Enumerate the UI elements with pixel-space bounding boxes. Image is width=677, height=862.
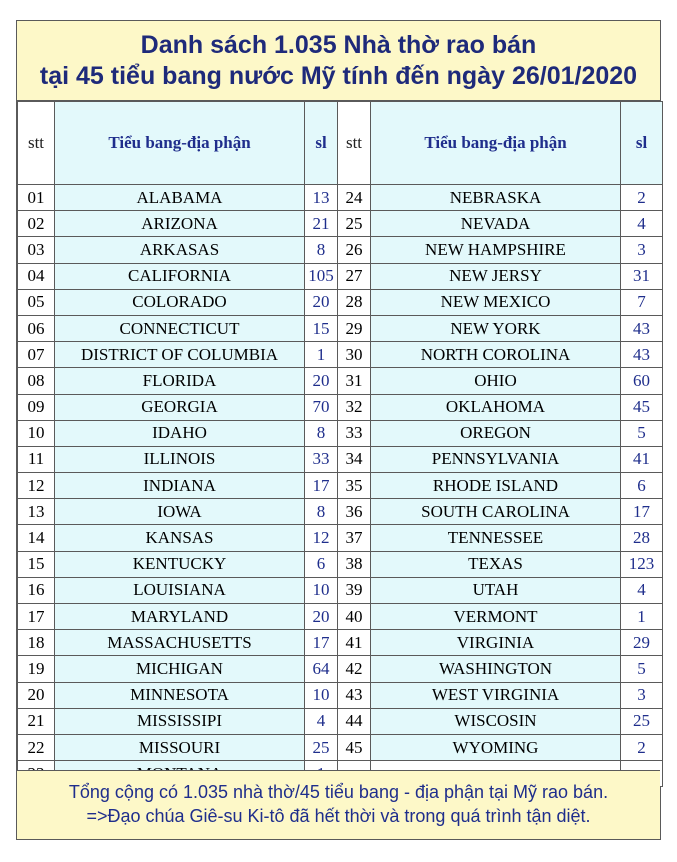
row-stt: 17 xyxy=(18,604,55,630)
row-stt: 02 xyxy=(18,211,55,237)
row-state-name: NEBRASKA xyxy=(371,185,621,211)
row-count: 6 xyxy=(621,473,663,499)
table-row xyxy=(18,630,663,656)
header-stt-right: stt xyxy=(338,102,371,185)
row-state-name: WISCOSIN xyxy=(371,708,621,734)
row-stt: 43 xyxy=(338,682,371,708)
row-state-name: RHODE ISLAND xyxy=(371,473,621,499)
row-stt: 03 xyxy=(18,237,55,263)
header-sl-left: sl xyxy=(305,102,338,185)
row-stt: 14 xyxy=(18,525,55,551)
table-row xyxy=(18,577,663,603)
page-title xyxy=(17,21,660,101)
row-state-name: DISTRICT OF COLUMBIA xyxy=(55,342,305,368)
row-state-name: MISSOURI xyxy=(55,734,305,760)
row-stt: 28 xyxy=(338,289,371,315)
row-stt: 36 xyxy=(338,499,371,525)
row-count: 45 xyxy=(621,394,663,420)
row-state-name: ILLINOIS xyxy=(55,446,305,472)
table-row xyxy=(18,473,663,499)
row-state-name: SOUTH CAROLINA xyxy=(371,499,621,525)
row-count: 13 xyxy=(305,185,338,211)
row-stt: 40 xyxy=(338,604,371,630)
row-stt: 38 xyxy=(338,551,371,577)
row-stt: 22 xyxy=(18,734,55,760)
table-row xyxy=(18,211,663,237)
row-count: 12 xyxy=(305,525,338,551)
row-count: 17 xyxy=(305,473,338,499)
row-count: 5 xyxy=(621,656,663,682)
row-count: 8 xyxy=(305,499,338,525)
row-stt: 20 xyxy=(18,682,55,708)
row-stt: 30 xyxy=(338,342,371,368)
row-count: 1 xyxy=(621,604,663,630)
row-state-name: ARIZONA xyxy=(55,211,305,237)
row-count: 43 xyxy=(621,315,663,341)
row-state-name: LOUISIANA xyxy=(55,577,305,603)
table-row xyxy=(18,525,663,551)
row-stt: 42 xyxy=(338,656,371,682)
row-state-name: FLORIDA xyxy=(55,368,305,394)
table-header-row xyxy=(18,102,663,185)
row-count: 2 xyxy=(621,185,663,211)
row-stt: 04 xyxy=(18,263,55,289)
row-state-name: WYOMING xyxy=(371,734,621,760)
table-row xyxy=(18,604,663,630)
row-state-name: PENNSYLVANIA xyxy=(371,446,621,472)
row-state-name: UTAH xyxy=(371,577,621,603)
row-stt: 45 xyxy=(338,734,371,760)
row-count: 20 xyxy=(305,604,338,630)
row-count: 64 xyxy=(305,656,338,682)
row-stt: 34 xyxy=(338,446,371,472)
row-count: 20 xyxy=(305,368,338,394)
row-stt: 16 xyxy=(18,577,55,603)
row-count: 105 xyxy=(305,263,338,289)
header-stt-left: stt xyxy=(18,102,55,185)
row-count: 1 xyxy=(305,342,338,368)
row-stt: 19 xyxy=(18,656,55,682)
row-state-name: ARKASAS xyxy=(55,237,305,263)
row-count: 41 xyxy=(621,446,663,472)
row-stt: 29 xyxy=(338,315,371,341)
row-state-name: IOWA xyxy=(55,499,305,525)
row-state-name: MISSISSIPI xyxy=(55,708,305,734)
row-state-name: MINNESOTA xyxy=(55,682,305,708)
row-stt: 11 xyxy=(18,446,55,472)
row-count: 25 xyxy=(621,708,663,734)
row-state-name: INDIANA xyxy=(55,473,305,499)
row-state-name: WASHINGTON xyxy=(371,656,621,682)
row-count: 8 xyxy=(305,420,338,446)
row-count: 8 xyxy=(305,237,338,263)
row-stt: 10 xyxy=(18,420,55,446)
title-line-1: Danh sách 1.035 Nhà thờ rao bán xyxy=(140,31,537,59)
row-count: 4 xyxy=(621,577,663,603)
header-sl-right: sl xyxy=(621,102,663,185)
header-name-left: Tiểu bang-địa phận xyxy=(55,102,305,185)
row-count: 70 xyxy=(305,394,338,420)
row-state-name: NEVADA xyxy=(371,211,621,237)
row-stt: 15 xyxy=(18,551,55,577)
row-state-name: GEORGIA xyxy=(55,394,305,420)
row-count: 21 xyxy=(305,211,338,237)
row-count: 20 xyxy=(305,289,338,315)
row-state-name: NEW YORK xyxy=(371,315,621,341)
row-stt: 37 xyxy=(338,525,371,551)
row-stt: 07 xyxy=(18,342,55,368)
row-state-name: MARYLAND xyxy=(55,604,305,630)
row-count: 5 xyxy=(621,420,663,446)
row-count: 31 xyxy=(621,263,663,289)
row-count: 123 xyxy=(621,551,663,577)
row-stt: 41 xyxy=(338,630,371,656)
row-count: 3 xyxy=(621,682,663,708)
table-row xyxy=(18,368,663,394)
row-state-name: NEW HAMPSHIRE xyxy=(371,237,621,263)
row-state-name: VIRGINIA xyxy=(371,630,621,656)
row-stt: 01 xyxy=(18,185,55,211)
row-count: 60 xyxy=(621,368,663,394)
row-stt: 08 xyxy=(18,368,55,394)
row-state-name: NEW MEXICO xyxy=(371,289,621,315)
row-stt: 33 xyxy=(338,420,371,446)
table-row xyxy=(18,315,663,341)
row-state-name: MICHIGAN xyxy=(55,656,305,682)
table-row xyxy=(18,237,663,263)
table-row xyxy=(18,289,663,315)
table-row xyxy=(18,708,663,734)
row-state-name: ALABAMA xyxy=(55,185,305,211)
row-stt: 26 xyxy=(338,237,371,263)
row-stt: 35 xyxy=(338,473,371,499)
row-count: 3 xyxy=(621,237,663,263)
row-stt: 27 xyxy=(338,263,371,289)
row-count: 29 xyxy=(621,630,663,656)
footer-line-2: =>Đạo chúa Giê-su Ki-tô đã hết thời và trong quá trình tận diệt. xyxy=(86,806,591,826)
table-row xyxy=(18,185,663,211)
row-stt: 06 xyxy=(18,315,55,341)
row-count: 10 xyxy=(305,577,338,603)
table-row xyxy=(18,734,663,760)
title-line-2: tại 45 tiểu bang nước Mỹ tính đến ngày 26/01/2020 xyxy=(39,62,638,90)
row-state-name: OREGON xyxy=(371,420,621,446)
row-state-name: NORTH COROLINA xyxy=(371,342,621,368)
row-stt: 31 xyxy=(338,368,371,394)
row-stt: 25 xyxy=(338,211,371,237)
row-count: 17 xyxy=(621,499,663,525)
row-stt: 13 xyxy=(18,499,55,525)
table-row xyxy=(18,342,663,368)
row-state-name: IDAHO xyxy=(55,420,305,446)
row-count: 33 xyxy=(305,446,338,472)
footer-note xyxy=(17,770,660,839)
row-stt: 21 xyxy=(18,708,55,734)
table-row xyxy=(18,499,663,525)
row-count: 28 xyxy=(621,525,663,551)
row-count: 25 xyxy=(305,734,338,760)
table-row xyxy=(18,420,663,446)
row-stt: 09 xyxy=(18,394,55,420)
row-state-name: OKLAHOMA xyxy=(371,394,621,420)
table-row xyxy=(18,656,663,682)
table-row xyxy=(18,263,663,289)
footer-line-1: Tổng cộng có 1.035 nhà thờ/45 tiểu bang - địa phận tại Mỹ rao bán. xyxy=(68,782,609,802)
table-row xyxy=(18,446,663,472)
row-state-name: CONNECTICUT xyxy=(55,315,305,341)
row-count: 43 xyxy=(621,342,663,368)
row-stt: 12 xyxy=(18,473,55,499)
row-stt: 18 xyxy=(18,630,55,656)
row-state-name: KENTUCKY xyxy=(55,551,305,577)
row-stt: 39 xyxy=(338,577,371,603)
row-count: 6 xyxy=(305,551,338,577)
row-state-name: OHIO xyxy=(371,368,621,394)
row-state-name: NEW JERSY xyxy=(371,263,621,289)
row-stt: 05 xyxy=(18,289,55,315)
table-row xyxy=(18,394,663,420)
row-stt: 32 xyxy=(338,394,371,420)
row-stt: 24 xyxy=(338,185,371,211)
row-state-name: TENNESSEE xyxy=(371,525,621,551)
row-count: 17 xyxy=(305,630,338,656)
row-state-name: CALIFORNIA xyxy=(55,263,305,289)
row-stt: 44 xyxy=(338,708,371,734)
row-state-name: KANSAS xyxy=(55,525,305,551)
row-count: 2 xyxy=(621,734,663,760)
row-state-name: MASSACHUSETTS xyxy=(55,630,305,656)
row-count: 7 xyxy=(621,289,663,315)
row-state-name: WEST VIRGINIA xyxy=(371,682,621,708)
row-state-name: TEXAS xyxy=(371,551,621,577)
row-state-name: VERMONT xyxy=(371,604,621,630)
header-name-right: Tiểu bang-địa phận xyxy=(371,102,621,185)
row-count: 4 xyxy=(621,211,663,237)
states-table xyxy=(17,101,663,787)
row-count: 15 xyxy=(305,315,338,341)
table-row xyxy=(18,551,663,577)
row-count: 10 xyxy=(305,682,338,708)
row-state-name: COLORADO xyxy=(55,289,305,315)
church-list-sheet xyxy=(16,20,661,840)
table-row xyxy=(18,682,663,708)
row-count: 4 xyxy=(305,708,338,734)
